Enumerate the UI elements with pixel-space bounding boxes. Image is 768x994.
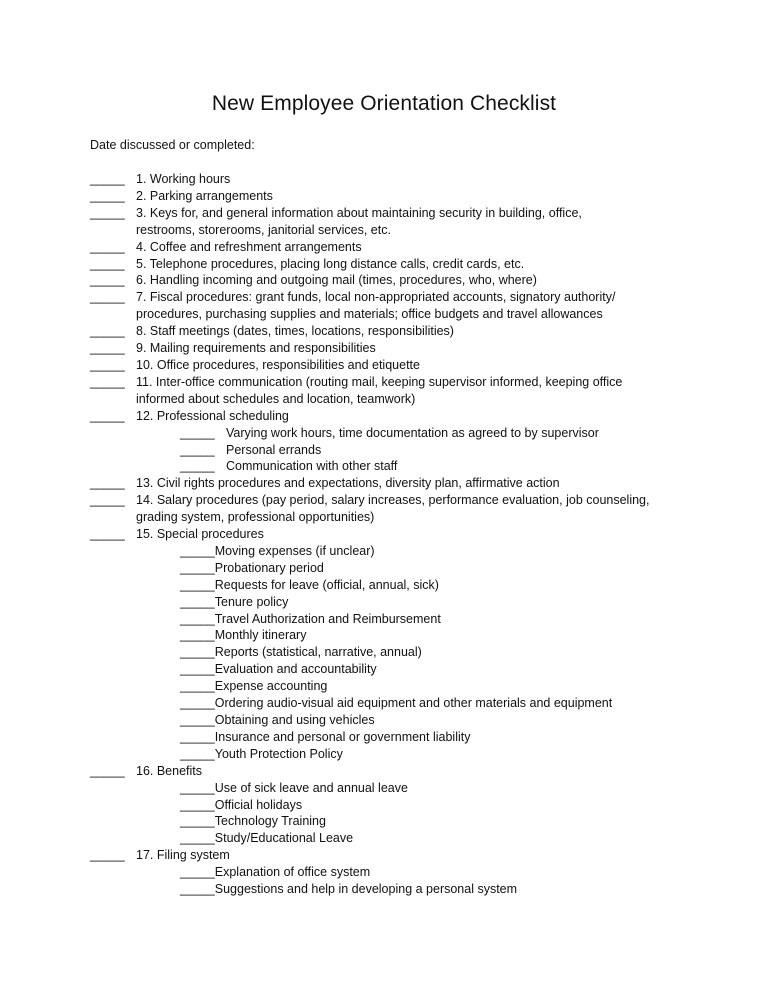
checklist-item <box>90 763 710 780</box>
checklist-subitem-text: Expense accounting <box>214 679 328 694</box>
checkbox-blank: _____ <box>180 831 215 846</box>
checklist-item-text: 10. Office procedures, responsibilities and etiquette <box>136 357 420 372</box>
checkbox-blank: _____ <box>180 713 215 727</box>
checkbox-blank: _____ <box>90 239 125 254</box>
checklist-item <box>90 340 710 357</box>
checkbox-blank: _____ <box>90 374 125 389</box>
checkbox-blank: _____ <box>180 865 215 880</box>
checkbox-blank: _____ <box>90 188 125 203</box>
checklist-subitem <box>180 881 710 898</box>
checkbox-blank: _____ <box>90 408 125 423</box>
checklist-subitem <box>180 560 710 577</box>
checklist-item-text: informed about schedules and location, teamwork) <box>136 391 416 406</box>
checkbox-blank: _____ <box>180 442 215 457</box>
checklist-subitem <box>180 797 710 814</box>
checkbox-blank: _____ <box>180 662 215 677</box>
checklist-item-text: 16. Benefits <box>136 763 203 778</box>
checkbox-blank: _____ <box>90 324 125 339</box>
checklist-item <box>90 492 710 509</box>
checkbox-blank: _____ <box>180 814 215 829</box>
checklist-item <box>90 289 710 306</box>
checklist-item-continuation <box>90 222 710 239</box>
checkbox-blank: _____ <box>90 763 125 778</box>
checklist-item-text: 11. Inter-office communication (routing mail, keeping supervisor informed, keeping office <box>136 374 623 389</box>
checkbox-blank: _____ <box>180 696 215 711</box>
checklist-item <box>90 475 710 492</box>
checklist-subitem <box>180 830 710 847</box>
checklist-item-text: 5. Telephone procedures, placing long distance calls, credit cards, etc. <box>136 256 525 271</box>
checklist-subitem <box>180 746 710 763</box>
checklist-subitem-text: Insurance and personal or government liability <box>214 729 471 744</box>
checklist-item <box>90 374 710 391</box>
checklist-subitem-text: Evaluation and accountability <box>214 662 377 677</box>
checklist-subitem-text: Suggestions and help in developing a personal system <box>214 882 518 897</box>
checklist-item-text: 15. Special procedures <box>136 527 264 542</box>
checklist-item-text: 4. Coffee and refreshment arrangements <box>136 239 362 254</box>
checklist-item <box>90 847 710 864</box>
checkbox-blank: _____ <box>90 172 125 186</box>
checklist-subitem-text: Technology Training <box>214 814 326 829</box>
checkbox-blank: _____ <box>180 459 215 474</box>
checklist-subitem <box>180 543 710 560</box>
checklist-subitem <box>180 442 710 459</box>
checkbox-blank: _____ <box>180 645 215 660</box>
checklist-item <box>90 526 710 543</box>
checklist-subitem-text: Communication with other staff <box>226 459 398 474</box>
checklist <box>90 171 710 898</box>
checklist-item-text: 17. Filing system <box>136 848 230 863</box>
checklist-subitem-text: Monthly itinerary <box>214 628 307 643</box>
checklist-item-text: 7. Fiscal procedures: grant funds, local non-appropriated accounts, signatory authority/ <box>136 290 616 305</box>
checkbox-blank: _____ <box>90 493 125 508</box>
checkbox-blank: _____ <box>180 797 215 812</box>
checklist-subitem-text: Study/Educational Leave <box>214 831 354 846</box>
checklist-subitem-text: Youth Protection Policy <box>214 746 343 761</box>
page-title: New Employee Orientation Checklist <box>211 92 557 115</box>
checklist-subitem-text: Personal errands <box>226 442 322 457</box>
checkbox-blank: _____ <box>90 848 125 863</box>
checklist-subitem-text: Explanation of office system <box>214 865 371 880</box>
checklist-item-text: 14. Salary procedures (pay period, salary increases, performance evaluation, job counseling, <box>136 493 650 508</box>
checkbox-blank: _____ <box>180 594 215 609</box>
checklist-item <box>90 239 710 256</box>
checklist-subitem-text: Use of sick leave and annual leave <box>214 780 408 795</box>
checklist-subitem-text: Reports (statistical, narrative, annual) <box>214 645 422 660</box>
checkbox-blank: _____ <box>180 543 215 558</box>
checklist-subitem <box>180 644 710 661</box>
checklist-item-text: 12. Professional scheduling <box>136 408 289 423</box>
checklist-subitem <box>180 661 710 678</box>
checklist-item <box>90 188 710 205</box>
checklist-item-text: procedures, purchasing supplies and materials; office budgets and travel allowances <box>136 307 603 322</box>
checkbox-blank: _____ <box>90 476 125 491</box>
checkbox-blank: _____ <box>180 746 215 761</box>
checkbox-blank: _____ <box>180 628 215 643</box>
checkbox-blank: _____ <box>90 290 125 305</box>
checklist-subitem-text: Obtaining and using vehicles <box>214 713 375 727</box>
checklist-subitem <box>180 780 710 797</box>
checklist-subitem-text: Official holidays <box>214 797 303 812</box>
checkbox-blank: _____ <box>90 256 125 271</box>
checklist-subitem-text: Requests for leave (official, annual, sick) <box>214 577 439 592</box>
date-label: Date discussed or completed: <box>90 138 255 152</box>
checklist-subitem <box>180 864 710 881</box>
checkbox-blank: _____ <box>180 577 215 592</box>
checklist-subitem <box>180 458 710 475</box>
checklist-subitem <box>180 729 710 746</box>
checklist-subitem <box>180 611 710 628</box>
checklist-item-text: grading system, professional opportunities) <box>136 510 375 525</box>
checklist-subitem-text: Moving expenses (if unclear) <box>214 543 375 558</box>
checklist-subitem <box>180 695 710 712</box>
checklist-item-text: 1. Working hours <box>136 172 231 186</box>
checklist-subitem-text: Probationary period <box>214 560 324 575</box>
checklist-subitem <box>180 627 710 644</box>
checklist-item-continuation <box>90 391 710 408</box>
checklist-subitem <box>180 712 710 729</box>
checklist-subitem-text: Ordering audio-visual aid equipment and other materials and equipment <box>214 696 613 711</box>
checklist-item-text: 13. Civil rights procedures and expectations, diversity plan, affirmative action <box>136 476 560 491</box>
checklist-item <box>90 323 710 340</box>
checklist-item-text: 3. Keys for, and general information about maintaining security in building, office, <box>136 205 582 220</box>
checkbox-blank: _____ <box>180 780 215 795</box>
checklist-item <box>90 205 710 222</box>
checkbox-blank: _____ <box>180 425 215 440</box>
checklist-item <box>90 357 710 374</box>
checkbox-blank: _____ <box>90 273 125 288</box>
checkbox-blank: _____ <box>180 679 215 694</box>
checklist-item-text: 9. Mailing requirements and responsibilities <box>136 341 376 356</box>
checkbox-blank: _____ <box>180 560 215 575</box>
checklist-item <box>90 256 710 273</box>
checklist-item-continuation <box>90 509 710 526</box>
checkbox-blank: _____ <box>90 527 125 542</box>
checklist-subitem-text: Tenure policy <box>214 594 289 609</box>
checklist-subitem <box>180 425 710 442</box>
checkbox-blank: _____ <box>180 611 215 626</box>
checklist-item <box>90 171 710 188</box>
checklist-subitem <box>180 813 710 830</box>
checklist-subitem-text: Travel Authorization and Reimbursement <box>214 611 441 626</box>
checklist-item-text: 2. Parking arrangements <box>136 188 273 203</box>
checklist-item <box>90 272 710 289</box>
checkbox-blank: _____ <box>180 882 215 897</box>
checkbox-blank: _____ <box>90 357 125 372</box>
checklist-subitem-text: Varying work hours, time documentation as agreed to by supervisor <box>226 425 599 440</box>
checklist-item-text: restrooms, storerooms, janitorial services, etc. <box>136 222 391 237</box>
checkbox-blank: _____ <box>180 729 215 744</box>
checkbox-blank: _____ <box>90 341 125 356</box>
checklist-item-continuation <box>90 306 710 323</box>
checklist-subitem <box>180 594 710 611</box>
checklist-item-text: 6. Handling incoming and outgoing mail (times, procedures, who, where) <box>136 273 537 288</box>
checklist-item <box>90 408 710 425</box>
checklist-subitem <box>180 577 710 594</box>
checkbox-blank: _____ <box>90 205 125 220</box>
checklist-item-text: 8. Staff meetings (dates, times, locations, responsibilities) <box>136 324 454 339</box>
checklist-subitem <box>180 678 710 695</box>
